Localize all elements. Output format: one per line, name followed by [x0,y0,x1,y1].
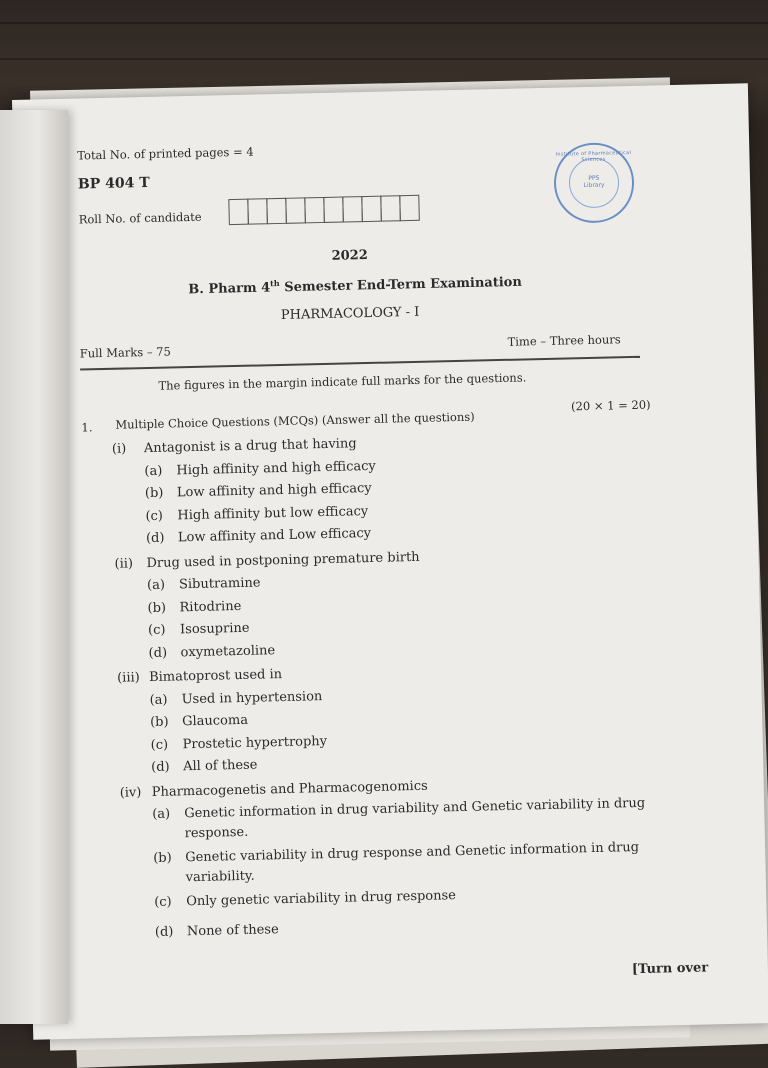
option-label: (d) [154,924,174,940]
option-label: (b) [149,714,169,731]
option-text: Glaucoma [181,712,249,730]
option-label: (a) [146,577,166,594]
option-label: (c) [147,622,166,639]
roll-label: Roll No. of candidate [78,209,202,227]
exam-title-suffix: Semester End-Term Examination [279,274,523,296]
stamp-center [568,157,619,208]
page-fold [0,110,68,1024]
library-stamp [553,142,635,224]
table-grain [0,22,768,24]
exam-year: 2022 [331,247,368,264]
sub-question-number: (iv) [119,784,142,801]
stamp-ring-text: Institute of Pharmaceutical Sciences [555,149,632,164]
roll-digit-box[interactable] [304,197,325,223]
sub-question-number: (iii) [116,670,140,686]
exam-title-sup: th [269,277,280,289]
option-label: (b) [153,850,172,866]
option-label: (c) [150,737,169,753]
option-text: Prostetic hypertrophy [182,733,328,752]
roll-number-boxes[interactable] [228,195,419,225]
roll-digit-box[interactable] [228,199,249,225]
roll-digit-box[interactable] [266,198,287,224]
full-marks: Full Marks – 75 [79,344,171,361]
sub-question-text: Antagonist is a drug that having [143,436,357,457]
option-text: High affinity but low efficacy [177,503,369,523]
option-text: Low affinity and high efficacy [176,480,372,501]
option-text: Ritodrine [179,598,242,615]
option-text: Used in hypertension [181,688,323,707]
sub-question-number: (i) [111,441,127,457]
option-label: (c) [154,894,172,910]
stamp-line-1: PPS [588,175,600,183]
instruction: The figures in the margin indicate full marks for the questions. [158,370,527,393]
paper-code: BP 404 T [77,174,150,193]
exam-paper [12,83,768,1039]
option-label: (d) [148,645,168,661]
option-text: Genetic variability in drug response and Genetic information in drug [185,839,640,866]
option-label: (d) [145,530,165,547]
option-text: Isosuprine [179,620,250,638]
option-text: Low affinity and Low efficacy [177,525,372,546]
time-allowed: Time – Three hours [507,332,621,349]
roll-digit-box[interactable] [247,198,268,224]
exam-title [188,272,522,297]
option-label: (a) [152,806,171,823]
stamp-line-2: Library [583,181,605,190]
option-label: (b) [147,600,167,616]
printed-pages: Total No. of printed pages = 4 [77,144,254,163]
roll-digit-box[interactable] [285,197,306,223]
option-text-continued: response. [184,824,249,842]
turn-over: [Turn over [631,960,709,978]
sub-question-text: Pharmacogenetis and Pharmacogenomics [151,778,428,800]
option-label: (c) [145,508,164,524]
option-label: (d) [151,759,170,776]
table-grain [0,58,768,60]
question-number: 1. [81,420,93,435]
roll-digit-box[interactable] [361,196,382,222]
option-label: (a) [149,692,168,708]
option-text: Genetic information in drug variability and Genetic variability in drug [184,795,646,822]
option-text-continued: variability. [185,868,255,886]
option-text: All of these [183,757,258,775]
option-label: (a) [144,463,163,479]
roll-digit-box[interactable] [380,195,401,221]
roll-digit-box[interactable] [342,196,363,222]
roll-digit-box[interactable] [323,197,344,223]
roll-digit-box[interactable] [399,195,420,221]
option-text: None of these [186,922,279,940]
mcq-title: Multiple Choice Questions (MCQs) (Answer all the questions) [115,409,475,432]
option-text: High affinity and high efficacy [176,458,376,478]
option-text: oxymetazoline [180,642,276,660]
subject: PHARMACOLOGY - I [280,304,420,323]
option-text: Only genetic variability in drug response [186,888,457,910]
sub-question-number: (ii) [114,555,134,572]
option-label: (b) [144,485,164,502]
option-text: Sibutramine [178,575,261,593]
sub-question-text: Drug used in postponing premature birth [146,549,420,571]
exam-title-prefix: B. Pharm 4 [188,280,271,298]
sub-question-text: Bimatoprost used in [148,667,283,686]
mcq-marks: (20 × 1 = 20) [570,397,651,414]
